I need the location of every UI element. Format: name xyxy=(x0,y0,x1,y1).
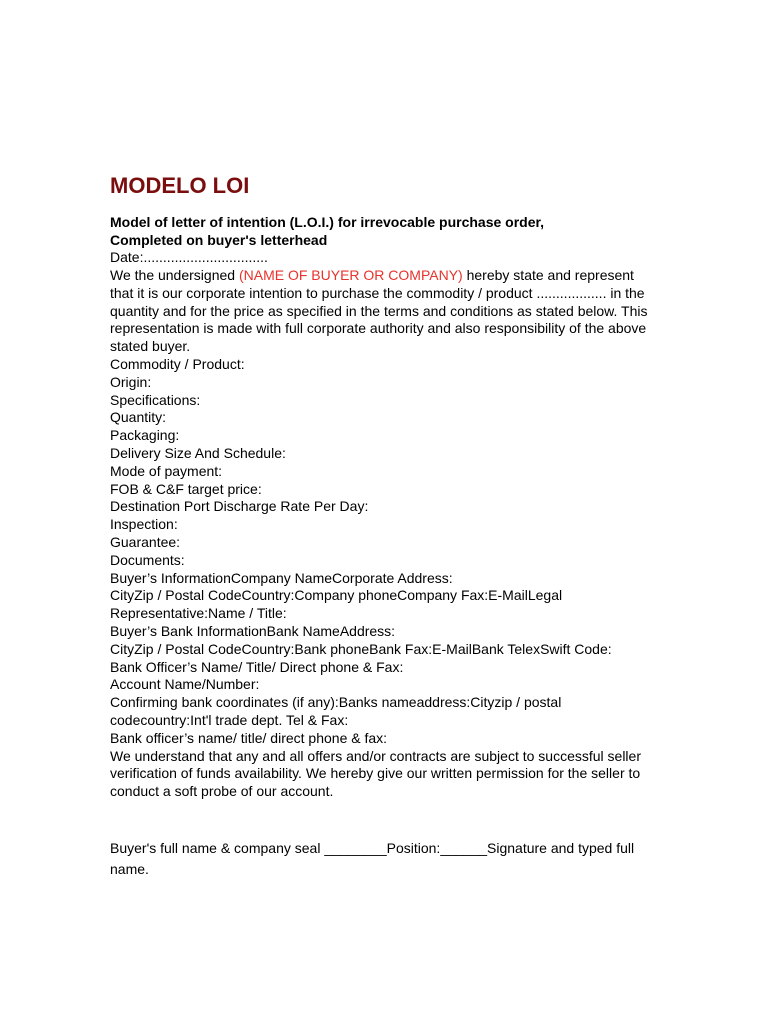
field-item: Packaging: xyxy=(110,427,180,444)
field-item: Inspection: xyxy=(110,516,178,533)
field-item: Confirming bank coordinates (if any):Banks nameaddress:Cityzip / postal codecountry:Int'l trade dept. Tel & Fax: xyxy=(110,694,562,728)
buyer-name-placeholder: (NAME OF BUYER OR COMPANY) xyxy=(238,266,463,283)
field-item: Bank officer’s name/ title/ direct phone & fax: xyxy=(110,729,388,746)
closing-paragraph: We understand that any and all offers and/or contracts are subject to successful seller verification of funds availability. We hereby give our written permission for the seller to conduct a soft probe of our account. xyxy=(110,747,641,800)
field-item: Account Name/Number: xyxy=(110,676,260,693)
field-item: Guarantee: xyxy=(110,533,181,550)
document-subtitle xyxy=(110,214,660,249)
field-list xyxy=(110,356,660,748)
date-line: Date:................................ xyxy=(110,249,268,266)
intro-text-start: We the undersigned xyxy=(110,266,239,283)
field-item: CityZip / Postal CodeCountry:Bank phoneBank Fax:E-MailBank TelexSwift Code: xyxy=(110,640,612,657)
subtitle-line-2: Completed on buyer's letterhead xyxy=(110,231,328,248)
field-item: Specifications: xyxy=(110,391,201,408)
field-item: Documents: xyxy=(110,551,185,568)
field-item: Commodity / Product: xyxy=(110,355,245,372)
field-item: Delivery Size And Schedule: xyxy=(110,444,286,461)
field-item: Destination Port Discharge Rate Per Day: xyxy=(110,498,369,515)
document-title: MODELO LOI xyxy=(110,173,250,198)
intro-paragraph xyxy=(110,267,660,356)
field-item: FOB & C&F target price: xyxy=(110,480,262,497)
field-item: Bank Officer’s Name/ Title/ Direct phone & Fax: xyxy=(110,658,404,675)
subtitle-line-1: Model of letter of intention (L.O.I.) for irrevocable purchase order, xyxy=(110,214,545,230)
field-item: Origin: xyxy=(110,373,152,390)
intro-text-end: hereby state and represent that it is our corporate intention to purchase the commodity / product .................. in the quantity and for the price as specified in the terms and conditions as stated below. This representation is made with full corporate authority and also responsibility of the above stated buyer. xyxy=(110,266,648,355)
field-item: Buyer’s InformationCompany NameCorporate Address: xyxy=(110,569,453,586)
field-item: Mode of payment: xyxy=(110,462,223,479)
signature-line: Buyer's full name & company seal ________Position:______Signature and typed full name. xyxy=(110,839,635,878)
field-item: Buyer’s Bank InformationBank NameAddress: xyxy=(110,622,396,639)
letter-document xyxy=(110,172,660,881)
field-item: Quantity: xyxy=(110,409,167,426)
field-item: CityZip / Postal CodeCountry:Company phoneCompany Fax:E-MailLegal Representative:Name / Title: xyxy=(110,587,563,622)
